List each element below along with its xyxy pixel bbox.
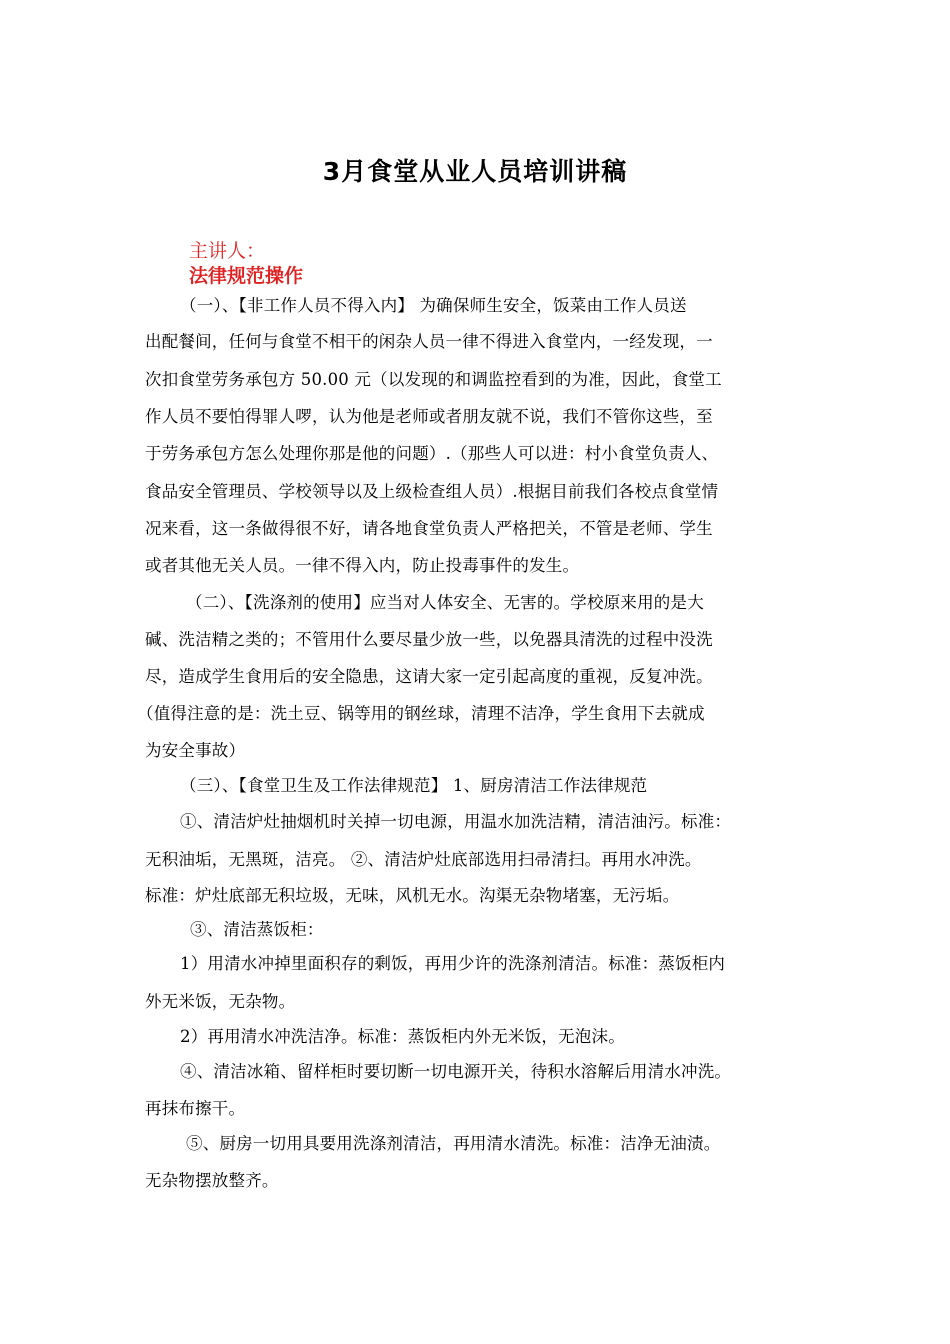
body-line: ⑤、厨房一切用具要用洗涤剂清洁，再用清水清洗。标准：洁净无油渍。 [186, 1134, 721, 1153]
section-heading: 法律规范操作 [189, 265, 304, 287]
body-line: （二）、【洗涤剂的使用】应当对人体安全、无害的。学校原来用的是大 [186, 593, 704, 612]
body-line: （值得注意的是：洗土豆、锅等用的钢丝球，清理不洁净，学生食用下去就成 [137, 704, 705, 723]
body-line: 作人员不要怕得罪人啰，认为他是老师或者朋友就不说，我们不管你这些，至 [145, 407, 713, 426]
body-line: 尽，造成学生食用后的安全隐患，这请大家一定引起高度的重视，反复冲洗。 [145, 667, 713, 686]
body-line: 出配餐间，任何与食堂不相干的闲杂人员一律不得进入食堂内，一经发现，一 [145, 332, 713, 351]
body-line: ③、清洁蒸饭柜： [190, 920, 324, 939]
body-line: ④、清洁冰箱、留样柜时要切断一切电源开关，待积水溶解后用清水冲洗。 [180, 1062, 732, 1081]
speaker-label: 主讲人： [189, 240, 266, 262]
body-line: （三）、【食堂卫生及工作法律规范】 1、厨房清洁工作法律规范 [180, 776, 648, 795]
body-line: 或者其他无关人员。一律不得入内，防止投毒事件的发生。 [145, 556, 580, 575]
body-line: 况来看，这一条做得很不好，请各地食堂负责人严格把关，不管是老师、学生 [145, 519, 713, 538]
body-line: 为安全事故） [145, 741, 246, 760]
body-line: 次扣食堂劳务承包方 50.00 元（以发现的和调监控看到的为准，因此，食堂工 [145, 370, 722, 389]
body-line: 再抹布擦干。 [145, 1099, 246, 1118]
body-line: 无杂物摆放整齐。 [145, 1171, 279, 1190]
body-line: 于劳务承包方怎么处理你那是他的问题）.（那些人可以进：村小食堂负责人、 [145, 444, 719, 463]
body-line: 食品安全管理员、学校领导以及上级检查组人员）.根据目前我们各校点食堂情 [145, 482, 719, 501]
body-line: 2）再用清水冲洗洁净。标准：蒸饭柜内外无米饭，无泡沫。 [180, 1027, 625, 1046]
body-line: 1）用清水冲掉里面积存的剩饭，再用少许的洗涤剂清洁。标准：蒸饭柜内 [180, 954, 726, 973]
document-title: 3月食堂从业人员培训讲稿 [322, 157, 628, 186]
body-line: 标准：炉灶底部无积垃圾，无味，风机无水。沟渠无杂物堵塞，无污垢。 [145, 886, 680, 905]
body-line: 碱、洗洁精之类的；不管用什么要尽量少放一些，以免器具清洗的过程中没洗 [145, 630, 713, 649]
body-line: 无积油垢，无黑斑，洁亮。 ②、清洁炉灶底部选用扫帚清扫。再用水冲洗。 [145, 850, 702, 869]
body-line: ①、清洁炉灶抽烟机时关掉一切电源，用温水加洗洁精，清洁油污。标准： [180, 812, 732, 831]
body-line: （一）、【非工作人员不得入内】 为确保师生安全，饭菜由工作人员送 [180, 296, 687, 315]
body-line: 外无米饭，无杂物。 [145, 992, 296, 1011]
